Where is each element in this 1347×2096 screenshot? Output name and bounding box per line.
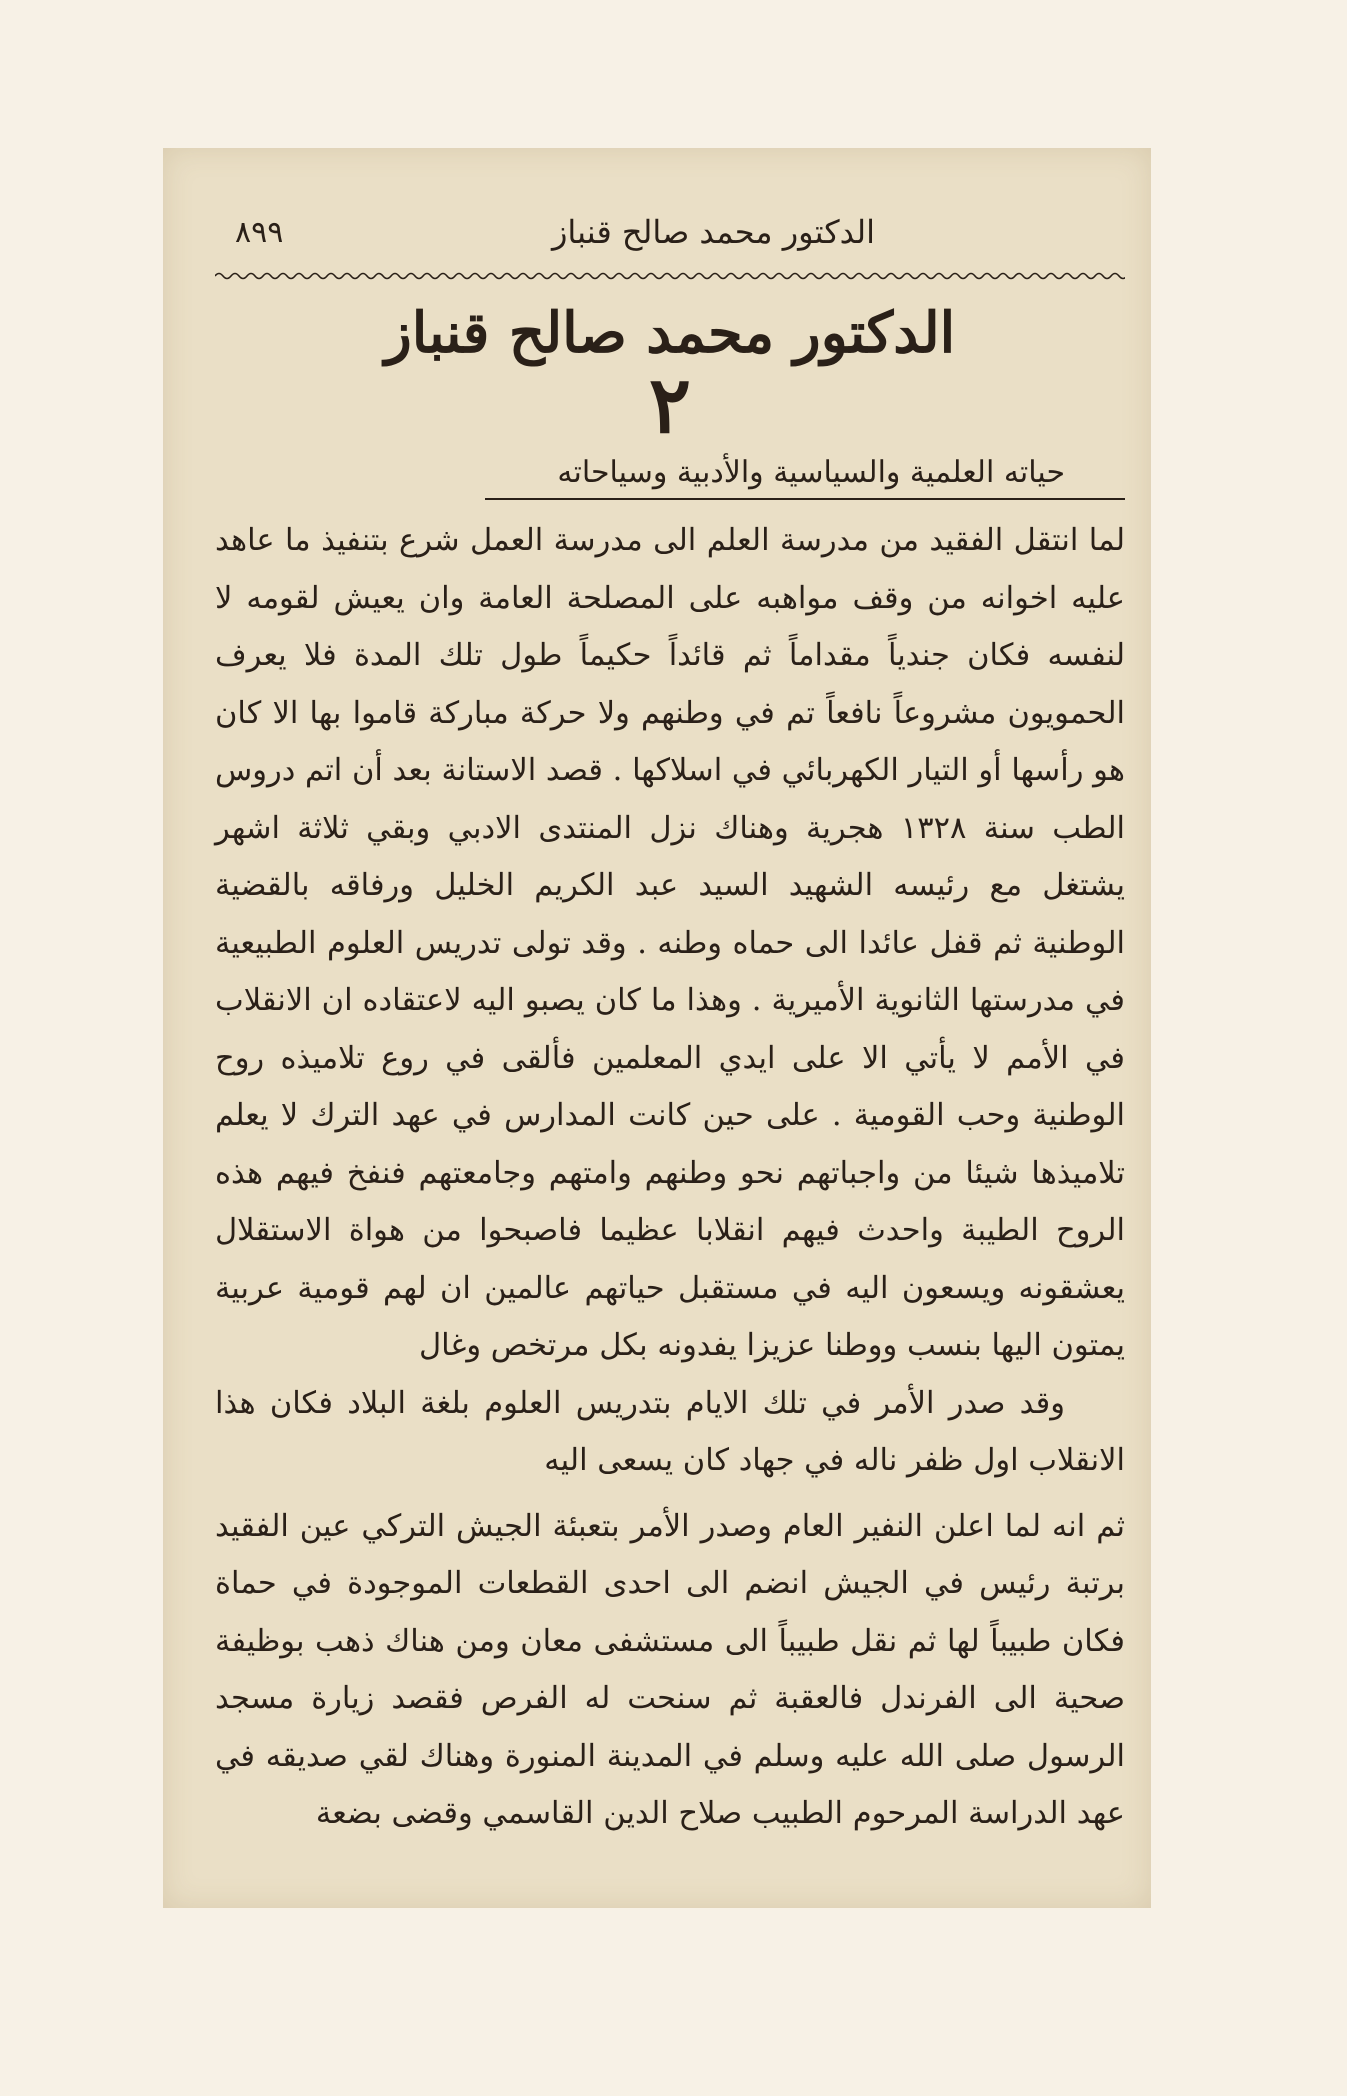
body-paragraph: وقد صدر الأمر في تلك الايام بتدريس العلوم بلغة البلاد فكان هذا الانقلاب اول ظفر ناله في جهاد كان يسعى اليه: [215, 1385, 1125, 1479]
body-paragraph: ثم انه لما اعلن النفير العام وصدر الأمر بتعبئة الجيش التركي عين الفقيد برتبة رئيس في الجيش انضم الى احدى القطعات الموجودة في حماة فكان طبيباً لها ثم نقل طبيباً الى مستشفى معان ومن هناك ذهب بوظيفة صحية الى الفرندل فالعقبة ثم سنحت له الفرص فقصد زيارة مسجد الرسول صلى الله عليه وسلم في المدينة المنورة وهناك لقي صديقه في عهد الدراسة المرحوم الطبيب صلاح الدين القاسمي وقضى بضعة: [215, 1508, 1125, 1832]
article-title: الدكتور محمد صالح قنباز: [384, 300, 956, 366]
body-paragraph: لما انتقل الفقيد من مدرسة العلم الى مدرسة العمل شرع بتنفيذ ما عاهد عليه اخوانه من وقف مواهبه على المصلحة العامة وان يعيش لقومه لا لنفسه فكان جندياً مقداماً ثم قائداً حكيماً طول تلك المدة فلا يعرف الحمويون مشروعاً نافعاً تم في وطنهم ولا حركة مباركة قاموا بها الا كان هو رأسها أو التيار الكهربائي في اسلاكها . قصد الاستانة بعد أن اتم دروس الطب سنة ١٣٢٨ هجرية وهناك نزل المنتدى الادبي وبقي ثلاثة اشهر يشتغل مع رئيسه الشهيد السيد عبد الكريم الخليل ورفاقه بالقضية الوطنية ثم قفل عائدا الى حماه وطنه . وقد تولى تدريس العلوم الطبيعية في مدرستها الثانوية الأميرية . وهذا ما كان يصبو اليه لاعتقاده ان الانقلاب في الأمم لا يأتي الا على ايدي المعلمين فألقى في روع تلاميذه روح الوطنية وحب القومية . على حين كانت المدارس في عهد الترك لا يعلم تلاميذها شيئا من واجباتهم نحو وطنهم وامتهم وجامعتهم فنفخ فيهم هذه الروح الطيبة واحدث فيهم انقلابا عظيما فاصبحوا من هواة الاستقلال يعشقونه ويسعون اليه في مستقبل حياتهم عالمين ان لهم قومية عربية يمتون اليها بنسب ووطنا عزيزا يفدونه بكل مرتخص وغال: [215, 523, 1125, 1364]
wavy-rule-divider: [215, 269, 1125, 283]
article-part-number: ٢: [649, 360, 691, 452]
article-subtitle: حياته العلمية والسياسية والأدبية وسياحاته: [557, 455, 1065, 491]
page-content: [215, 205, 1125, 1843]
subtitle-underline: [485, 498, 1125, 500]
running-title: الدكتور محمد صالح قنباز: [551, 213, 875, 251]
page-number: ٨٩٩: [235, 215, 284, 250]
running-header: [215, 205, 1125, 265]
